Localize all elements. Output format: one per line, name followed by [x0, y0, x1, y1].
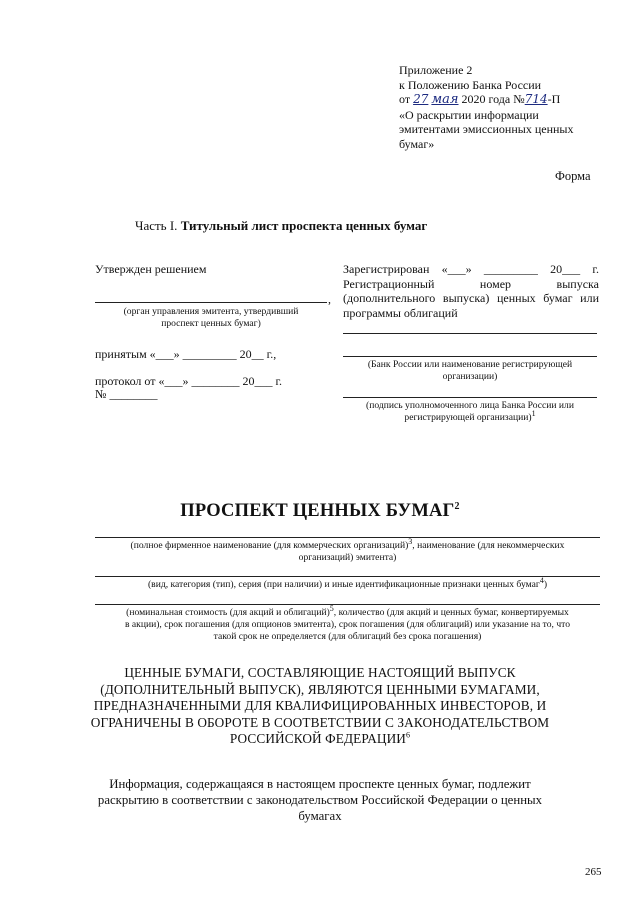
nominal-caption-a: (номинальная стоимость (для акций и облигаций): [126, 607, 330, 618]
appendix-date-prefix: от: [399, 92, 411, 106]
issuer-name-caption: [95, 536, 600, 564]
signature-caption-line-2: [343, 408, 597, 424]
signature-caption: [343, 400, 597, 424]
appendix-year: 2020 года №: [461, 92, 525, 106]
warning-footnote: 6: [406, 730, 411, 740]
appendix-number-suffix: -П: [547, 92, 561, 106]
form-label: Форма: [555, 169, 591, 183]
nominal-caption: [95, 603, 600, 643]
handwritten-number: 714: [524, 92, 548, 106]
bank-caption-line-1: (Банк России или наименование регистрирующей: [367, 359, 573, 370]
part-title-bold: Титульный лист проспекта ценных бумаг: [180, 218, 428, 233]
securities-kind-caption: [95, 575, 600, 591]
appendix-line-1: Приложение 2: [399, 63, 473, 77]
page-number: 265: [585, 866, 602, 878]
kind-caption-b: ): [543, 579, 548, 590]
nominal-caption-line-3: такой срок не определяется (для облигаций без срока погашения): [213, 631, 482, 642]
bank-caption-line-2: организации): [442, 371, 498, 382]
kind-footnote: 4: [539, 575, 544, 585]
appendix-line-3: [399, 92, 629, 108]
registration-text: Зарегистрирован «___» _________ 20___ г. Регистрационный номер выпуска (дополнительного выпуска) ценных бумаг или программы облигаций: [343, 262, 599, 320]
bank-caption: [343, 359, 597, 383]
appendix-line-4: «О раскрытии информации: [399, 107, 539, 122]
issuer-caption-line-1: [95, 536, 600, 552]
appendix-header: [399, 63, 629, 151]
appendix-line-5: эмитентами эмиссионных ценных: [399, 122, 574, 136]
signature-field-line: [343, 397, 597, 398]
organ-field-line: [95, 302, 327, 303]
bank-field-line: [343, 356, 597, 357]
nominal-line: [95, 604, 600, 605]
signature-footnote: 1: [531, 408, 536, 418]
part-title: [135, 218, 427, 234]
issuer-footnote: 3: [408, 536, 413, 546]
prospectus-title-text: ПРОСПЕКТ ЦЕННЫХ БУМАГ: [180, 501, 455, 521]
organ-comma: ,: [328, 292, 331, 306]
nominal-footnote: 5: [329, 603, 334, 613]
warning-text: ЦЕННЫЕ БУМАГИ, СОСТАВЛЯЮЩИЕ НАСТОЯЩИЙ ВЫПУСК (ДОПОЛНИТЕЛЬНЫЙ ВЫПУСК), ЯВЛЯЮТСЯ ЦЕННЫМИ БУМАГАМИ, ПРЕДНАЗНАЧЕННЫМИ ДЛЯ КВАЛИФИЦИРОВАННЫХ ИНВЕСТОРОВ, И ОГРАНИЧЕНЫ В ОБОРОТЕ В СООТВЕТСТВИИ С ЗАКОНОДАТЕЛЬСТВОМ РОССИЙСКОЙ ФЕДЕРАЦИИ: [90, 665, 550, 746]
nominal-caption-line-1: [95, 603, 600, 619]
securities-kind-line: [95, 576, 600, 577]
registration-number-line: [343, 333, 597, 334]
signature-caption-line-1: (подпись уполномоченного лица Банка России или: [366, 400, 574, 411]
handwritten-day: 27: [413, 92, 429, 106]
approved-label: Утвержден решением: [95, 262, 207, 276]
issuer-caption-a: (полное фирменное наименование (для коммерческих организаций): [130, 540, 409, 551]
nominal-caption-line-2: в акции), срок погашения (для опционов эмитента), срок погашения (для облигаций) или указание на то, что: [124, 619, 571, 630]
issuer-caption-b: , наименование (для некоммерческих: [412, 540, 565, 551]
issuer-name-line: [95, 537, 600, 538]
issuer-caption-line-2: организаций) эмитента): [298, 552, 397, 563]
signature-caption-text-2: регистрирующей организации): [404, 412, 532, 423]
organ-caption: [95, 306, 327, 330]
disclosure-info: Информация, содержащаяся в настоящем проспекте ценных бумаг, подлежит раскрытию в соответствии с законодательством Российской Федерации о ценных бумагах: [97, 777, 543, 823]
nominal-caption-b: , количество (для акций и ценных бумаг, конвертируемых: [333, 607, 569, 618]
organ-caption-line-2: проспект ценных бумаг): [161, 318, 261, 329]
appendix-line-6: бумаг»: [399, 136, 435, 151]
prospectus-title: [0, 501, 640, 522]
protocol-line: протокол от «___» ________ 20___ г.: [95, 374, 283, 388]
organ-caption-line-1: (орган управления эмитента, утвердивший: [123, 306, 299, 317]
kind-caption-a: (вид, категория (тип), серия (при наличии) и иные идентификационные признаки ценных бумаг: [147, 579, 540, 590]
part-title-prefix: Часть I.: [135, 218, 181, 233]
protocol-number-line: № ________: [95, 387, 158, 401]
appendix-line-2: к Положению Банка России: [399, 77, 542, 92]
title-footnote: 2: [454, 500, 460, 512]
handwritten-month: мая: [431, 92, 459, 107]
accepted-line: принятым «___» _________ 20__ г.,: [95, 347, 277, 361]
qualified-investors-warning: [60, 665, 580, 748]
